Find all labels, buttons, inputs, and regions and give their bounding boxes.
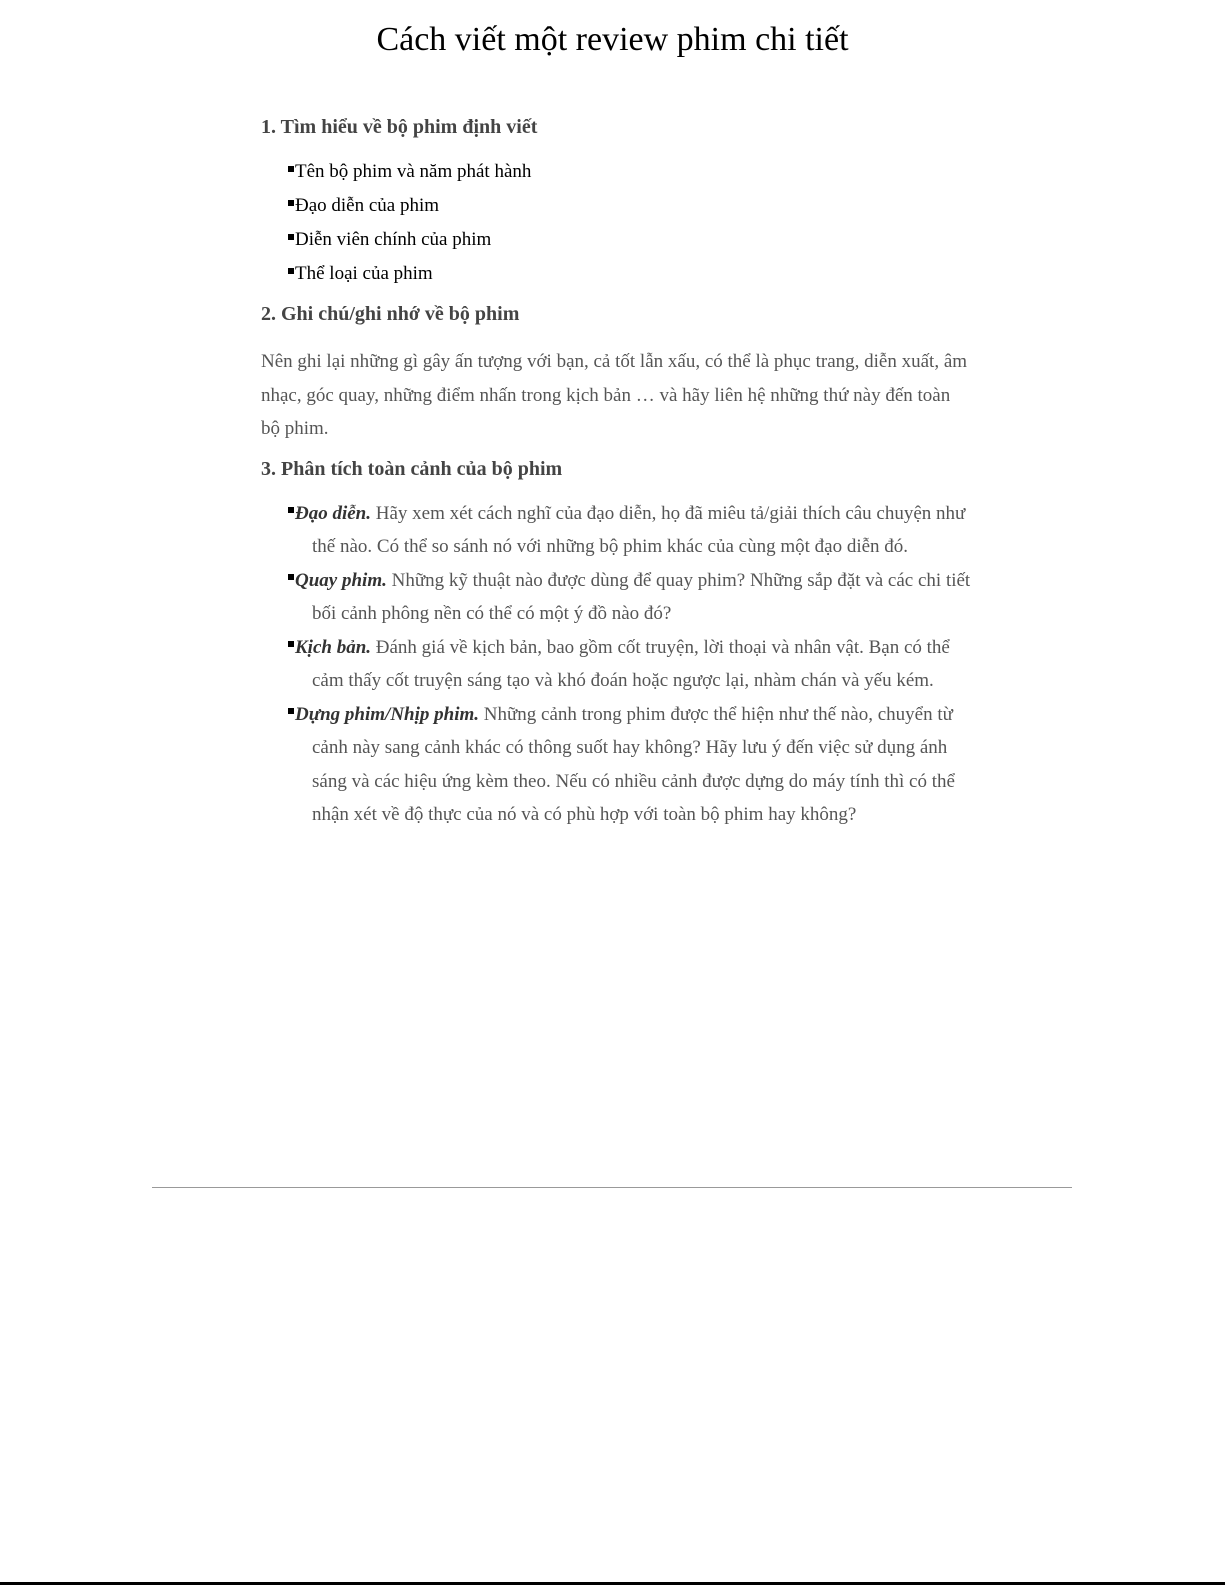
list-item — [288, 497, 971, 564]
document-body — [261, 112, 971, 832]
list-item-text: Những kỹ thuật nào được dùng để quay phim? Những sắp đặt và các chi tiết bối cảnh phông nền có thể có một ý đồ nào đó? — [312, 569, 971, 624]
list-item: Tên bộ phim và năm phát hành — [288, 155, 971, 189]
list-item: Đạo diễn của phim — [288, 189, 971, 223]
square-bullet-icon — [288, 574, 294, 580]
list-item-text: Những cảnh trong phim được thể hiện như thế nào, chuyển từ cảnh này sang cảnh khác có thông suốt hay không? Hãy lưu ý đến việc sử dụng ánh sáng và các hiệu ứng kèm theo. Nếu có nhiều cảnh được dựng do máy tính thì có thể nhận xét về độ thực của nó và có phù hợp với toàn bộ phim hay không? — [312, 703, 955, 825]
list-item-text: Đánh giá về kịch bản, bao gồm cốt truyện, lời thoại và nhân vật. Bạn có thể cảm thấy cốt truyện sáng tạo và khó đoán hoặc ngược lại, nhàm chán và yếu kém. — [312, 636, 950, 691]
film-info-list — [261, 155, 971, 291]
list-item: Diễn viên chính của phim — [288, 223, 971, 257]
section-heading-2: 2. Ghi chú/ghi nhớ về bộ phim — [261, 303, 520, 325]
page-divider — [152, 1187, 1072, 1188]
square-bullet-icon — [288, 507, 294, 513]
list-item-term: Dựng phim/Nhịp phim. — [295, 703, 480, 725]
analysis-list — [261, 497, 971, 832]
list-item-term: Quay phim. — [295, 569, 387, 591]
list-item — [288, 631, 971, 698]
square-bullet-icon — [288, 234, 294, 240]
section-heading-3: 3. Phân tích toàn cảnh của bộ phim — [261, 457, 563, 480]
square-bullet-icon — [288, 166, 294, 172]
page-title: Cách viết một review phim chi tiết — [376, 21, 849, 58]
list-item-text: Hãy xem xét cách nghĩ của đạo diễn, họ đã miêu tả/giải thích câu chuyện như thế nào. Có thể so sánh nó với những bộ phim khác của cùng một đạo diễn đó. — [312, 502, 966, 557]
notes-paragraph: Nên ghi lại những gì gây ấn tượng với bạn, cả tốt lẫn xấu, có thể là phục trang, diễn xuất, âm nhạc, góc quay, những điểm nhấn trong kịch bản … và hãy liên hệ những thứ này đến toàn bộ phim. — [261, 351, 968, 439]
square-bullet-icon — [288, 268, 294, 274]
square-bullet-icon — [288, 708, 294, 714]
list-item — [288, 698, 971, 832]
list-item-term: Đạo diễn. — [295, 502, 371, 524]
list-item: Thể loại của phim — [288, 257, 971, 291]
section-heading-1: 1. Tìm hiểu về bộ phim định viết — [261, 116, 538, 138]
list-item-term: Kịch bản. — [295, 636, 372, 658]
list-item — [288, 564, 971, 631]
square-bullet-icon — [288, 641, 294, 647]
square-bullet-icon — [288, 200, 294, 206]
